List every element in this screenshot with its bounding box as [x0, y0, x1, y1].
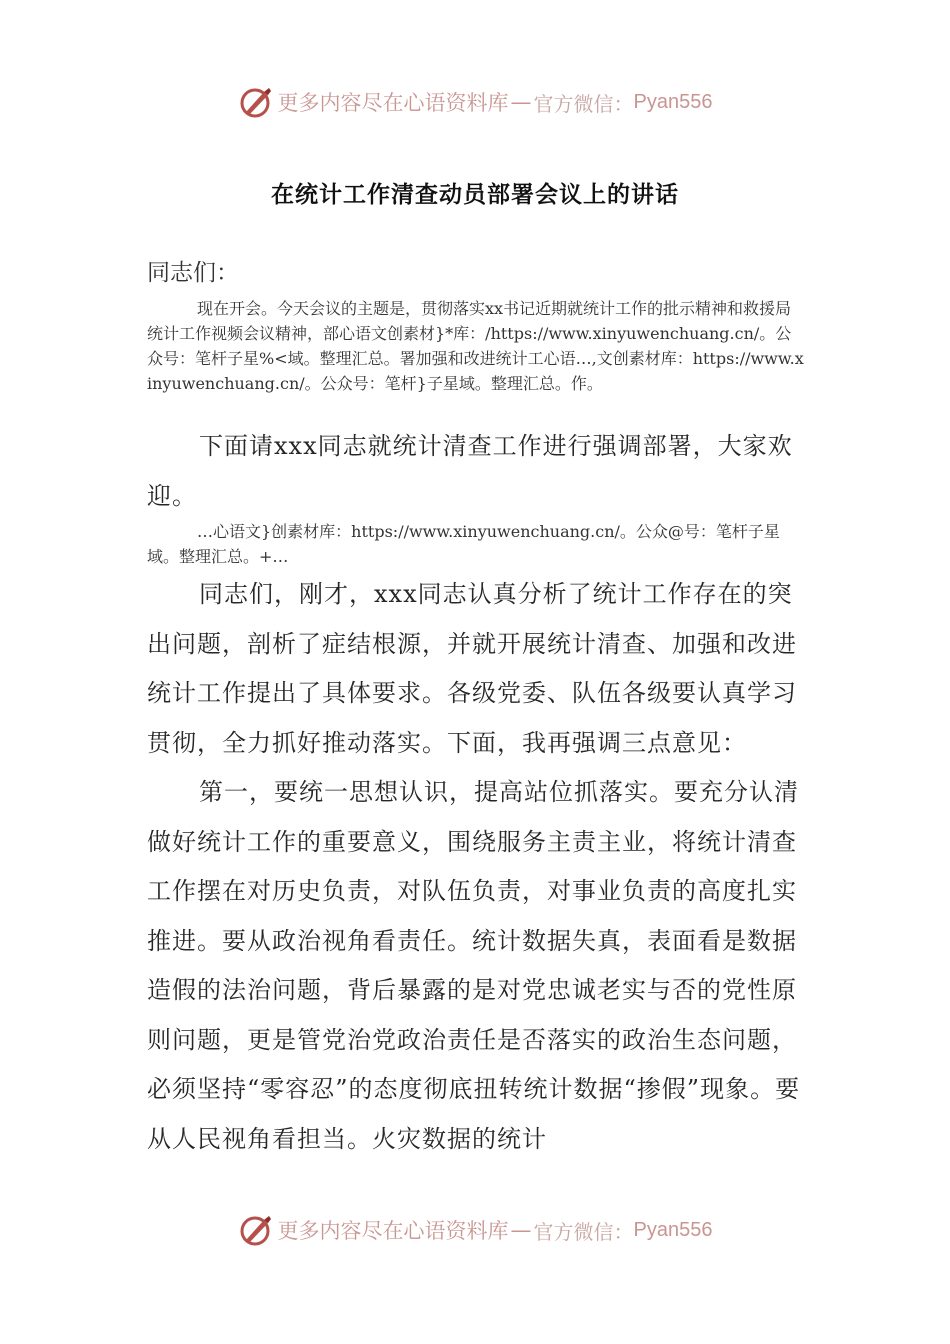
paragraph-welcome: 下面请xxx同志就统计清查工作进行强调部署，大家欢迎。 [147, 432, 793, 510]
footer-banner [0, 1210, 950, 1250]
paragraph-review: 同志们，刚才，xxx同志认真分析了统计工作存在的突出问题，剖析了症结根源，并就开展统计清查、加强和改进统计工作提出了具体要求。各级党委、队伍各级要认真学习贯彻，全力抓好推动落实。下面，我再强调三点意见： [147, 580, 797, 757]
banner-wechat-id: Pyan556 [633, 90, 713, 113]
header-banner [0, 82, 950, 122]
paragraph-opening: 现在开会。今天会议的主题是，贯彻落实xx书记近期就统计工作的批示精神和救援局统计工作视频会议精神，部心语文创素材}*库：/https://www.xinyuwenchuang.cn/。公众号：笔杆子星%<域。整理汇总。署加强和改进统计工心语…,文创素材库：https://www.xinyuwenchuang.cn/。公众号：笔杆}子星域。整理汇总。作。 [147, 299, 804, 393]
banner-text: 更多内容尽在心语资料库 [277, 91, 509, 115]
banner-dash: — [510, 90, 532, 114]
pen-circle-icon [238, 1212, 274, 1248]
banner-wechat-label: 官方微信： [533, 91, 634, 116]
greeting: 同志们： [147, 260, 239, 286]
paragraph-watermark: …心语文}创素材库：https://www.xinyuwenchuang.cn/。公众@号：笔杆子星域。整理汇总。+… [147, 522, 780, 566]
paragraph-point-one: 第一，要统一思想认识，提高站位抓落实。要充分认清做好统计工作的重要意义，围绕服务主责主业，将统计清查工作摆在对历史负责，对队伍负责，对事业负责的高度扎实推进。要从政治视角看责任。统计数据失真，表面看是数据造假的法治问题，背后暴露的是对党忠诚老实与否的党性原则问题，更是管党治党政治责任是否落实的政治生态问题，必须坚持“零容忍”的态度彻底扭转统计数据“掺假”现象。要从人民视角看担当。火灾数据的统计 [147, 778, 801, 1153]
banner-text: 更多内容尽在心语资料库 [277, 1219, 509, 1243]
pen-circle-icon [238, 84, 274, 120]
page-title: 在统计工作清查动员部署会议上的讲话 [271, 182, 679, 208]
banner-wechat-label: 官方微信： [533, 1219, 634, 1244]
banner-dash: — [510, 1218, 532, 1242]
banner-wechat-id: Pyan556 [633, 1218, 713, 1241]
